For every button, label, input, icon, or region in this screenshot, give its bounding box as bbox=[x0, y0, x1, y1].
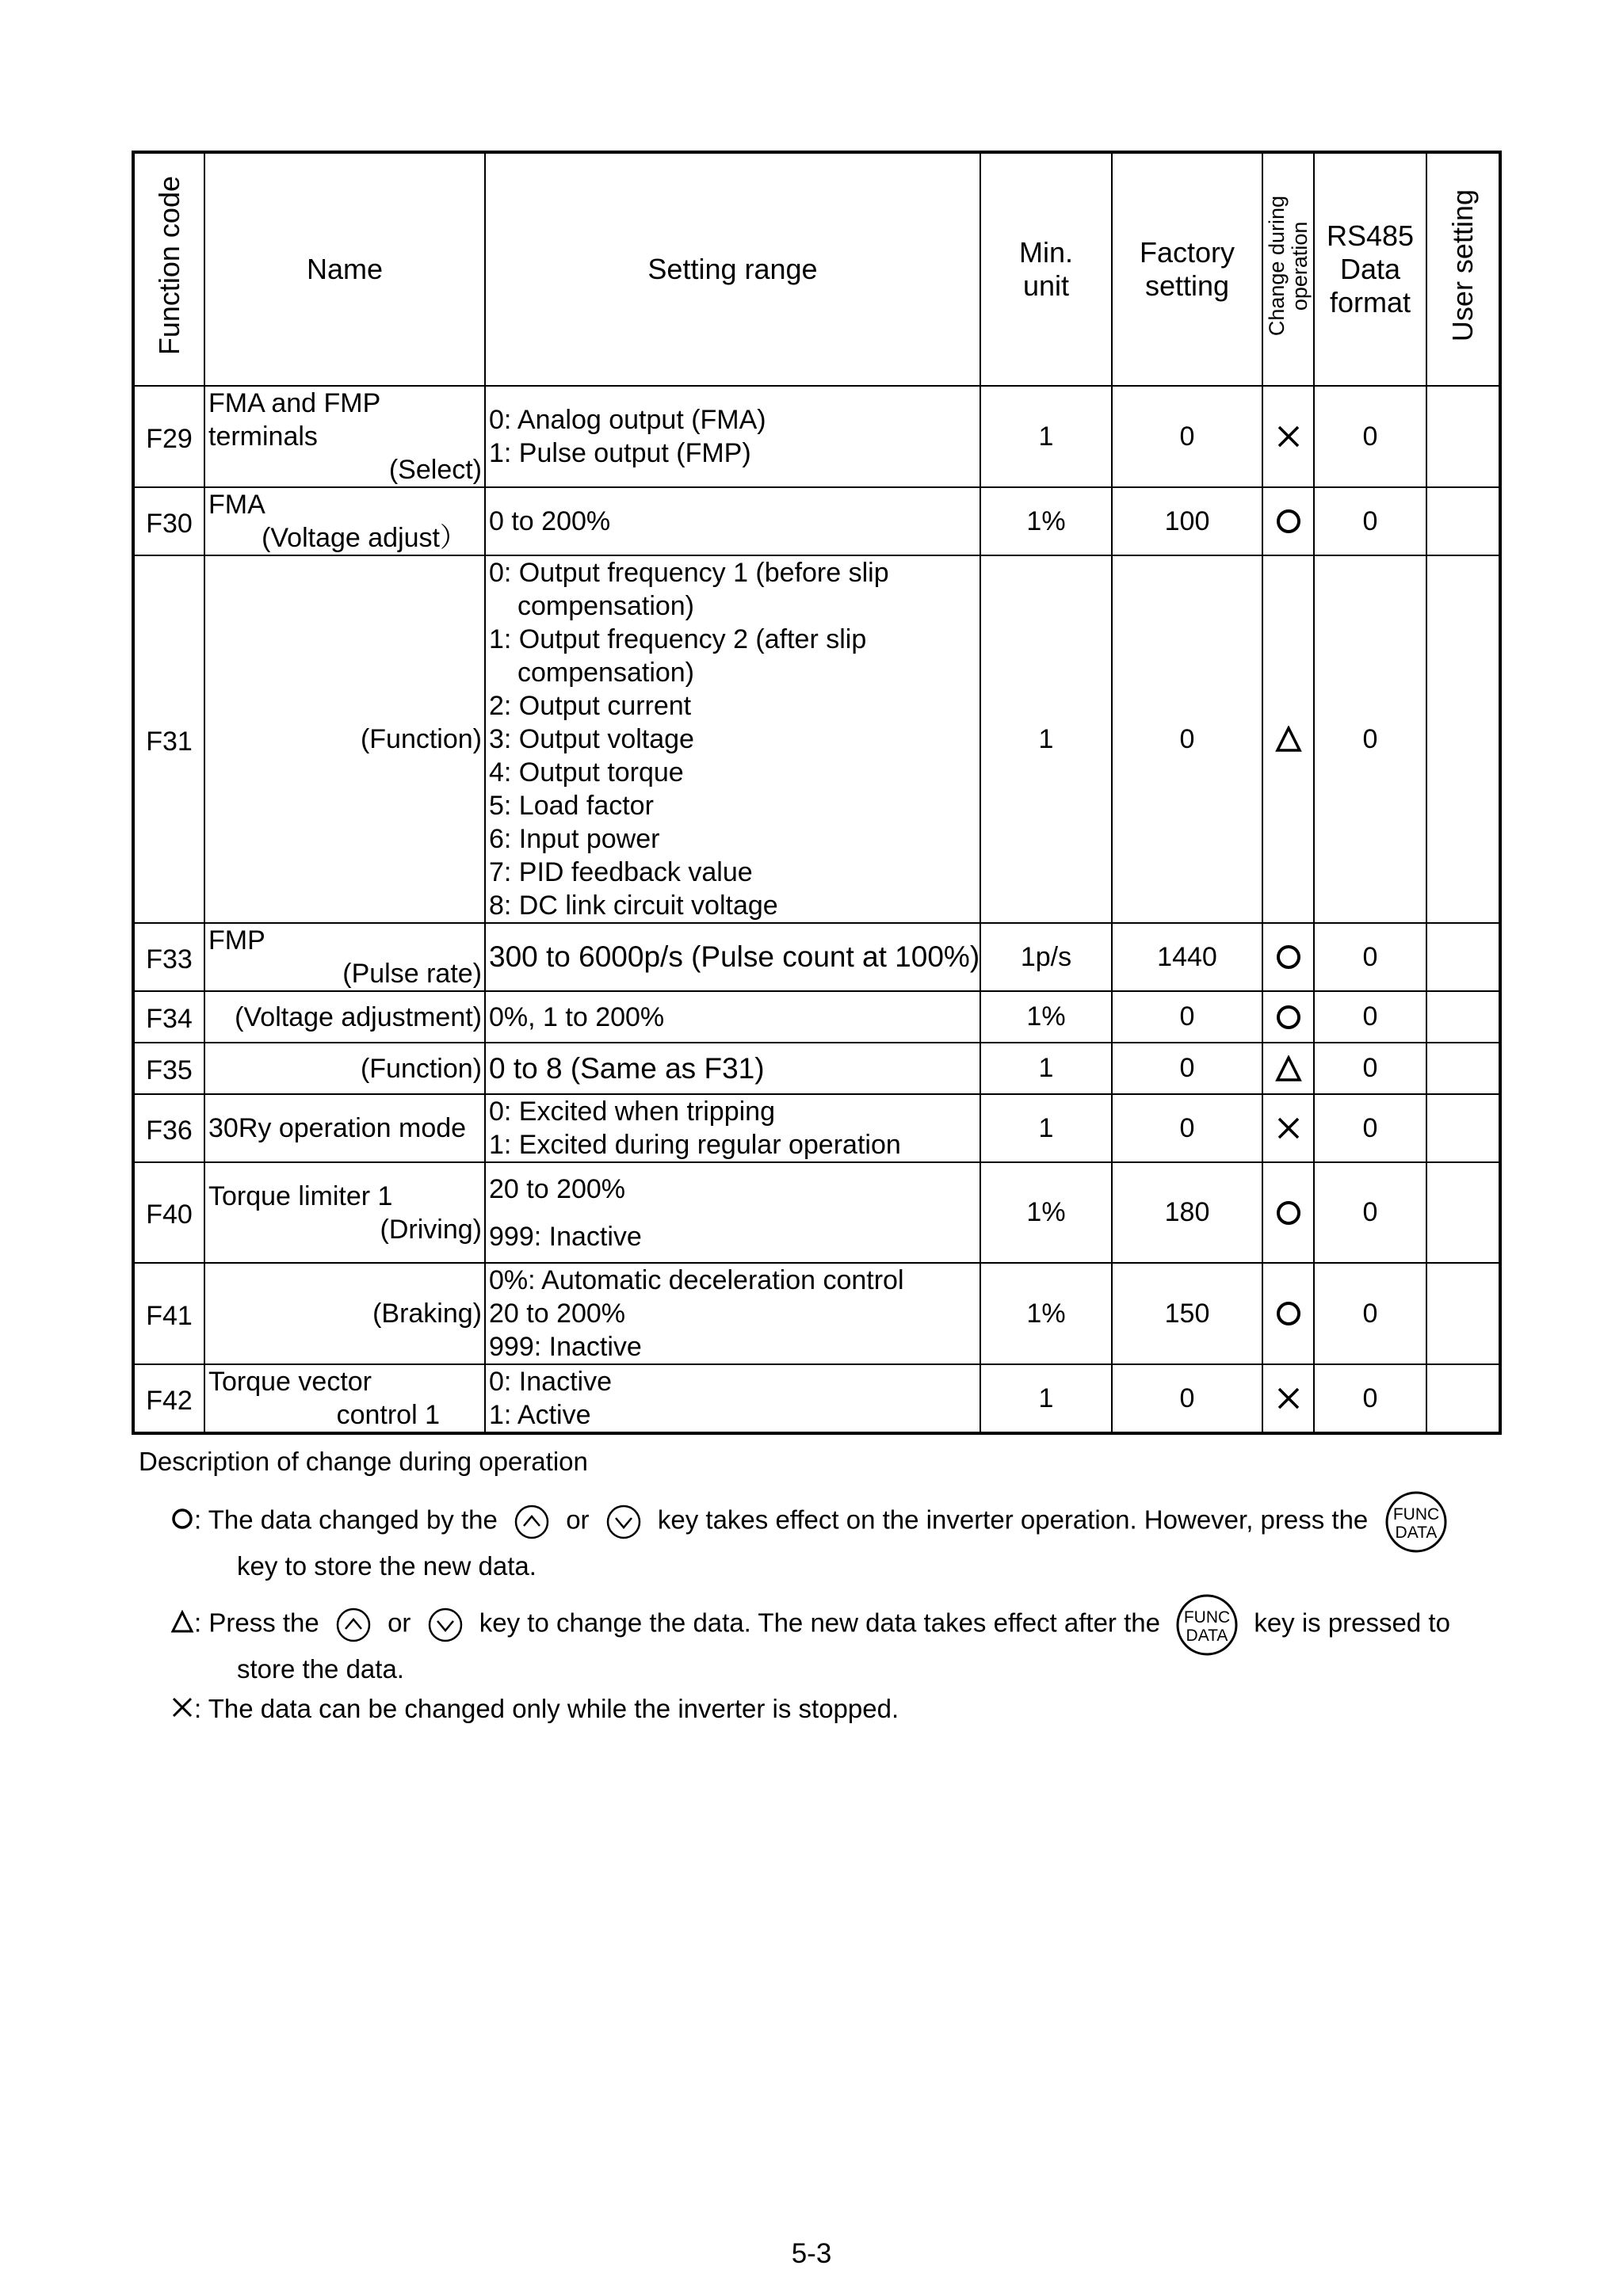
page-number: 5-3 bbox=[791, 2238, 832, 2269]
min-unit: 1% bbox=[980, 1263, 1112, 1364]
change-triangle-icon bbox=[1262, 1043, 1314, 1094]
min-unit: 1 bbox=[980, 1094, 1112, 1162]
table-row-f35 bbox=[133, 1043, 1500, 1094]
user-setting[interactable] bbox=[1426, 1094, 1500, 1162]
setting-range: 0: Excited when tripping 1: Excited during regular operation bbox=[485, 1094, 980, 1162]
note-circle: : The data changed by the or key takes effect on the inverter operation. However, press the FUNC DATA bbox=[139, 1490, 1510, 1554]
rs485-format: 0 bbox=[1314, 1043, 1426, 1094]
setting-range: 0: Output frequency 1 (before slip compensation) 1: Output frequency 2 (after slip compensation) 2: Output current 3: Output voltage 4: Output torque 5: Load factor 6: Input power 7: PID feedback value 8: DC link circuit voltage bbox=[485, 555, 980, 923]
up-arrow-key-icon bbox=[334, 1606, 372, 1644]
rs485-format: 0 bbox=[1314, 1364, 1426, 1433]
rs485-format: 0 bbox=[1314, 386, 1426, 487]
func-data-key-icon bbox=[1384, 1490, 1448, 1554]
function-code: F42 bbox=[133, 1364, 204, 1433]
min-unit: 1% bbox=[980, 487, 1112, 555]
func-key-label-top: FUNC bbox=[1393, 1505, 1440, 1524]
rs485-format: 0 bbox=[1314, 991, 1426, 1043]
change-x-mark-icon bbox=[1262, 1094, 1314, 1162]
factory-setting: 180 bbox=[1112, 1162, 1262, 1263]
factory-setting: 0 bbox=[1112, 1094, 1262, 1162]
user-setting[interactable] bbox=[1426, 487, 1500, 555]
table-row-f30 bbox=[133, 487, 1500, 555]
setting-range: 0: Inactive 1: Active bbox=[485, 1364, 980, 1433]
header-name: Name bbox=[204, 152, 485, 386]
change-x-mark-icon bbox=[1262, 386, 1314, 487]
function-code: F33 bbox=[133, 923, 204, 991]
min-unit: 1p/s bbox=[980, 923, 1112, 991]
down-arrow-key-icon bbox=[426, 1606, 464, 1644]
function-code: F36 bbox=[133, 1094, 204, 1162]
change-triangle-icon bbox=[1262, 555, 1314, 923]
table-row-f34 bbox=[133, 991, 1500, 1043]
name-cell: Torque vector control 1 bbox=[204, 1364, 485, 1433]
function-code: F31 bbox=[133, 555, 204, 923]
user-setting[interactable] bbox=[1426, 991, 1500, 1043]
change-circle-icon bbox=[1262, 487, 1314, 555]
header-user-setting: User setting bbox=[1426, 152, 1500, 386]
factory-setting: 150 bbox=[1112, 1263, 1262, 1364]
rs485-format: 0 bbox=[1314, 555, 1426, 923]
header-rs485-data-format: RS485 Data format bbox=[1314, 152, 1426, 386]
table-row-f41 bbox=[133, 1263, 1500, 1364]
table-row-f36 bbox=[133, 1094, 1500, 1162]
setting-range: 300 to 6000p/s (Pulse count at 100%) bbox=[485, 923, 980, 991]
setting-range: 20 to 200% 999: Inactive bbox=[485, 1162, 980, 1263]
min-unit: 1 bbox=[980, 386, 1112, 487]
user-setting[interactable] bbox=[1426, 386, 1500, 487]
func-key-label-top: FUNC bbox=[1183, 1608, 1231, 1627]
header-function-code: Function code bbox=[133, 152, 204, 386]
user-setting[interactable] bbox=[1426, 923, 1500, 991]
function-code: F29 bbox=[133, 386, 204, 487]
rs485-format: 0 bbox=[1314, 487, 1426, 555]
setting-range: 0 to 200% bbox=[485, 487, 980, 555]
circle-icon bbox=[170, 1507, 194, 1531]
change-circle-icon bbox=[1262, 1162, 1314, 1263]
header-row bbox=[133, 152, 1500, 386]
min-unit: 1 bbox=[980, 1364, 1112, 1433]
table-row-f29 bbox=[133, 386, 1500, 487]
notes-title: Description of change during operation bbox=[139, 1447, 588, 1476]
name-cell: 30Ry operation mode bbox=[204, 1094, 485, 1162]
factory-setting: 0 bbox=[1112, 991, 1262, 1043]
note-triangle-continued: store the data. bbox=[237, 1654, 404, 1684]
name-cell: FMA and FMP terminals (Select) bbox=[204, 386, 485, 487]
setting-range: 0%: Automatic deceleration control 20 to 200% 999: Inactive bbox=[485, 1263, 980, 1364]
down-arrow-key-icon bbox=[605, 1503, 643, 1541]
table-row-f40 bbox=[133, 1162, 1500, 1263]
factory-setting: 1440 bbox=[1112, 923, 1262, 991]
factory-setting: 0 bbox=[1112, 555, 1262, 923]
name-cell: FMA (Voltage adjust） bbox=[204, 487, 485, 555]
setting-range: 0%, 1 to 200% bbox=[485, 991, 980, 1043]
name-cell: (Function) bbox=[204, 1043, 485, 1094]
name-cell: FMP (Pulse rate) bbox=[204, 923, 485, 991]
table-row-f42 bbox=[133, 1364, 1500, 1433]
function-code: F41 bbox=[133, 1263, 204, 1364]
name-cell: Torque limiter 1 (Driving) bbox=[204, 1162, 485, 1263]
min-unit: 1% bbox=[980, 991, 1112, 1043]
function-code: F30 bbox=[133, 487, 204, 555]
change-circle-icon bbox=[1262, 991, 1314, 1043]
function-code: F34 bbox=[133, 991, 204, 1043]
name-cell: (Function) bbox=[204, 555, 485, 923]
table-row-f31 bbox=[133, 555, 1500, 923]
func-data-key-icon bbox=[1175, 1593, 1239, 1657]
factory-setting: 0 bbox=[1112, 1364, 1262, 1433]
change-x-mark-icon bbox=[1262, 1364, 1314, 1433]
user-setting[interactable] bbox=[1426, 1364, 1500, 1433]
triangle-icon bbox=[170, 1610, 194, 1634]
name-cell: (Voltage adjustment) bbox=[204, 991, 485, 1043]
name-cell: (Braking) bbox=[204, 1263, 485, 1364]
function-code: F40 bbox=[133, 1162, 204, 1263]
min-unit: 1 bbox=[980, 555, 1112, 923]
rs485-format: 0 bbox=[1314, 923, 1426, 991]
change-circle-icon bbox=[1262, 923, 1314, 991]
header-change-during-operation: Change during operation bbox=[1262, 152, 1314, 386]
factory-setting: 0 bbox=[1112, 386, 1262, 487]
change-circle-icon bbox=[1262, 1263, 1314, 1364]
user-setting[interactable] bbox=[1426, 1043, 1500, 1094]
func-key-label-bottom: DATA bbox=[1186, 1627, 1228, 1645]
header-setting-range: Setting range bbox=[485, 152, 980, 386]
note-x-mark: : The data can be changed only while the inverter is stopped. bbox=[139, 1693, 1510, 1725]
user-setting[interactable] bbox=[1426, 1162, 1500, 1263]
factory-setting: 100 bbox=[1112, 487, 1262, 555]
x-mark-icon bbox=[170, 1695, 194, 1719]
setting-range: 0: Analog output (FMA) 1: Pulse output (FMP) bbox=[485, 386, 980, 487]
user-setting[interactable] bbox=[1426, 555, 1500, 923]
setting-range: 0 to 8 (Same as F31) bbox=[485, 1043, 980, 1094]
func-key-label-bottom: DATA bbox=[1396, 1524, 1438, 1542]
note-triangle: : Press the or key to change the data. The new data takes effect after the FUNC DATA key is pressed to bbox=[139, 1593, 1510, 1657]
min-unit: 1 bbox=[980, 1043, 1112, 1094]
rs485-format: 0 bbox=[1314, 1094, 1426, 1162]
function-code: F35 bbox=[133, 1043, 204, 1094]
rs485-format: 0 bbox=[1314, 1162, 1426, 1263]
factory-setting: 0 bbox=[1112, 1043, 1262, 1094]
note-circle-continued: key to store the new data. bbox=[237, 1551, 537, 1581]
user-setting[interactable] bbox=[1426, 1263, 1500, 1364]
header-min-unit: Min. unit bbox=[980, 152, 1112, 386]
header-factory-setting: Factory setting bbox=[1112, 152, 1262, 386]
up-arrow-key-icon bbox=[513, 1503, 551, 1541]
rs485-format: 0 bbox=[1314, 1263, 1426, 1364]
change-description-notes bbox=[139, 1446, 1510, 1725]
table-row-f33 bbox=[133, 923, 1500, 991]
function-code-table bbox=[132, 151, 1502, 1435]
min-unit: 1% bbox=[980, 1162, 1112, 1263]
